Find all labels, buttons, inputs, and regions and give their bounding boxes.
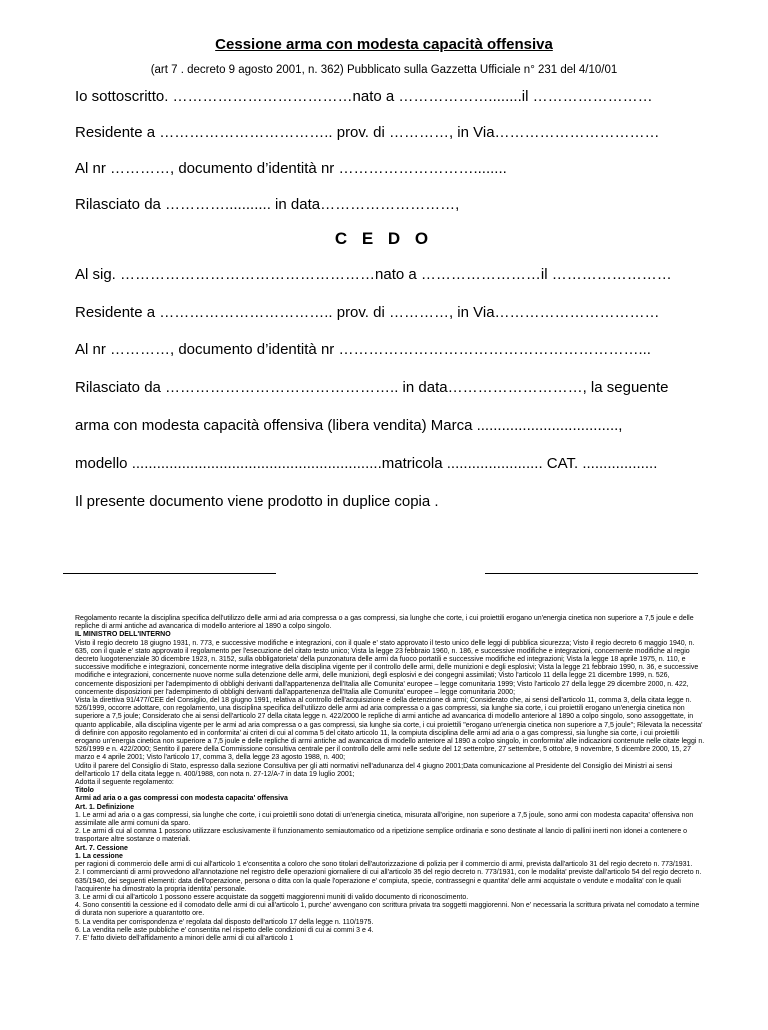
form-line-seller-name: Io sottoscritto. ………………………………nato a ………………........il ……………………	[75, 88, 653, 105]
decree-section-heading: Art. 7. Cessione	[75, 844, 128, 852]
decree-paragraph: Vista la direttiva 91/477/CEE del Consiglio, del 18 giugno 1991, relativa al controllo dell'acquisizione e della detenzione di armi; Considerato che, ai sensi dell'articolo 11, comma 3, della citata legge n. 526/1999, occorre adottare, con regolamento, una disciplina specifica dell'utilizzo delle armi ad aria compressa o a gas compressi, sia lunghe sia corte, i cui proiettili erogano un'energia cinetica non superiore a 7,5 joule; Considerato che ai sensi dell'articolo 27 della citata legge n. 422/2000 le repliche di armi antiche ad avancarica di modello anteriore al 1890 a colpo singolo, sono assoggettate, in quanto applicabile, alla disciplina vigente per le armi ad aria compressa o a gas compressi, sia lunghe sia corte, i cui proiettili "erogano un'energia cinetica non superiore a 7,5 joule"; Rilevata la necessita' di definire con apposito regolamento ed in conformita' ai criteri di cui al comma 5 del citato articolo 11, la compiuta disciplina delle armi ad aria o a gas compressi, sia lunghe sia corte, i cui proiettili erogano un'energia cinetica non superiore a 7,5 joule e delle repliche di armi antiche ad avancarica di modello anteriore al 1890 a colpo singolo, in conformita' alle indicazioni contenute nelle citate leggi n. 526/1999 e n. 422/2000; Sentito il parere della Commissione consultiva centrale per il controllo delle armi nelle sedute del 12 settembre, 27 settembre, 5 ottobre, 9 novembre, 5 dicembre 2000, 15, 27 marzo e 4 aprile 2001; Visto l'articolo 17, comma 3, della legge 23 agosto 1988, n. 400;	[75, 697, 705, 762]
decree-body	[75, 615, 705, 943]
form-line-seller-document: Al nr …………, documento d’identità nr ………………………........	[75, 160, 507, 177]
cedo-heading: C E D O	[334, 229, 434, 248]
form-line-seller-issued: Rilasciato da …………........... in data………………………,	[75, 196, 460, 213]
decree-paragraph: per ragioni di commercio delle armi di cui all'articolo 1 e'consentita a coloro che sono titolari dell'autorizzazione di polizia per il commercio di armi, prevista dall'articolo 31 del regio decreto n. 773/1931.	[75, 861, 693, 869]
decree-paragraph: 7. E' fatto divieto dell'affidamento a minori delle armi di cui all'articolo 1	[75, 934, 294, 942]
form-line-seller-residence: Residente a …………………………….. prov. di …………, in Via……………………………	[75, 124, 660, 141]
document-title: Cessione arma con modesta capacità offensiva	[215, 36, 553, 53]
decree-section-heading: IL MINISTRO DELL'INTERNO	[75, 631, 171, 639]
decree-section-heading: Titolo	[75, 787, 94, 795]
decree-section-heading: 1. La cessione	[75, 852, 123, 860]
form-line-duplicate-copy: Il presente documento viene prodotto in duplice copia .	[75, 493, 439, 510]
form-line-buyer-residence: Residente a …………………………….. prov. di …………, in Via……………………………	[75, 304, 660, 321]
form-line-buyer-document: Al nr …………, documento d’identità nr ……………………………………………………...	[75, 341, 651, 358]
decree-paragraph: 4. Sono consentiti la cessione ed il comodato delle armi di cui all'articolo 1, purche' avvengano con scrittura privata tra soggetti maggiorenni. Non e' necessaria la scrittura privata nel comodato a termine di durata non superiore a quarantotto ore.	[75, 902, 700, 918]
signature-line-ricevente	[485, 573, 698, 574]
decree-paragraph: Visto il regio decreto 18 giugno 1931, n. 773, e successive modifiche e integrazioni, con il quale e' stato approvato il testo unico delle leggi di pubblica sicurezza; Visto il regio decreto 6 maggio 1940, n. 635, con il quale e' stato approvato il regolamento per l'esecuzione del citato testo unico; Vista la legge 23 febbraio 1960, n. 186, e successive modifiche e integrazioni, concernente modifiche al regio decreto luogotenenziale 30 dicembre 1923, n. 3152, sulla obbligatorieta' della punzonatura delle armi da fuoco portatili e successive modifiche ed integrazioni; Vista la legge 18 aprile 1975, n. 110, e successive modifiche e integrazioni, concernente norme integrative della disciplina vigente per il controllo delle armi, delle munizioni e degli esplosivi; Vista la legge 21 febbraio 1990, n. 36, e successive modifiche e integrazioni, concernente nuove norme sulla detenzione delle armi, delle munizioni, degli esplosivi e dei congegni assimilati; Visto l'articolo 11 della legge 21 dicembre 1999, n. 526,	[75, 639, 699, 680]
decree-paragraph: Adotta il seguente regolamento:	[75, 779, 174, 787]
decree-paragraph: Regolamento recante la disciplina specifica dell'utilizzo delle armi ad aria compressa o a gas compressi, sia lunghe che corte, i cui proiettili erogano un'energia cinetica non superiore a 7,5 joule e delle repliche di armi antiche ad avancarica di modello anteriore al 1890 a colpo singolo.	[75, 615, 694, 631]
decree-paragraph: concernente disposizioni per l'adempimento di obblighi derivanti dall'appartenenza dell'Italia alle Comunita' europee – legge comunitaria 1999; Visto l'articolo 27 della legge 29 dicembre 2000, n. 422, concernente disposizioni per l'adempimento di obblighi derivanti dall'appartenenza dell'Italia alle Comunita' europee – legge comunitaria 2000;	[75, 680, 689, 696]
decree-paragraph: 5. La vendita per corrispondenza e' regolata dal disposto dell'articolo 17 della legge n. 110/1975.	[75, 918, 374, 926]
decree-paragraph: 3. Le armi di cui all'articolo 1 possono essere acquistate da soggetti maggiorenni muniti di valido documento di riconoscimento.	[75, 893, 469, 901]
decree-section-heading: Art. 1. Definizione	[75, 803, 135, 811]
document-subtitle: (art 7 . decreto 9 agosto 2001, n. 362) Pubblicato sulla Gazzetta Ufficiale n° 231 del 4/10/01	[150, 64, 618, 76]
decree-paragraph: 2. I commercianti di armi provvedono all'annotazione nel registro delle operazioni giornaliere di cui all'articolo 35 del regio decreto n. 773/1931, con le modalita' previste dall'articolo 54 del regio decreto n. 635/1940, dei seguenti elementi: data dell'operazione, persona o ditta con la quale l'operazione e' compiuta, specie, contrassegni e quantita' delle armi acquistate o vendute e modalita' con le quali l'acquirente ha dimostrato la propria identita' personale.	[75, 869, 702, 893]
decree-paragraph: 1. Le armi ad aria o a gas compressi, sia lunghe che corte, i cui proiettili sono dotati di un'energia cinetica, misurata all'origine, non superiore a 7,5 joule, sono armi con modesta capacita' offensiva non assimilate alle armi comuni da sparo.	[75, 811, 694, 828]
decree-section-heading: Armi ad aria o a gas compressi con modesta capacita' offensiva	[75, 795, 288, 803]
form-line-weapon-brand: arma con modesta capacità offensiva (libera vendita) Marca ..................................,	[75, 417, 623, 434]
form-line-buyer-issued: Rilasciato da ……………………………………….. in data………………………, la seguente	[75, 379, 669, 396]
form-line-buyer-name: Al sig. ……………………………………………nato a ……………………il ……………………	[75, 266, 672, 283]
decree-paragraph: 2. Le armi di cui al comma 1 possono utilizzare esclusivamente il funzionamento semiautomatico od a ripetizione semplice ordinaria e sono destinate al lancio di pallini inerti non idonei a contenere o trasportare altre sostanze o materiali.	[75, 828, 688, 844]
form-line-weapon-model: modello ............................................................matricola ....................... CAT. ..................	[75, 455, 658, 472]
decree-paragraph: 6. La vendita nelle aste pubbliche e' consentita nel rispetto delle condizioni di cui ai commi 3 e 4.	[75, 926, 374, 934]
signature-line-cedente	[63, 573, 276, 574]
decree-paragraph: Udito il parere del Consiglio di Stato, espresso dalla sezione Consultiva per gli atti normativi nell'adunanza del 4 giugno 2001;Data comunicazione al Presidente del Consiglio dei Ministri ai sensi dell'articolo 17 della citata legge n. 400/1988, con nota n. 27-12/A-7 in data 19 luglio 2001;	[75, 762, 673, 778]
